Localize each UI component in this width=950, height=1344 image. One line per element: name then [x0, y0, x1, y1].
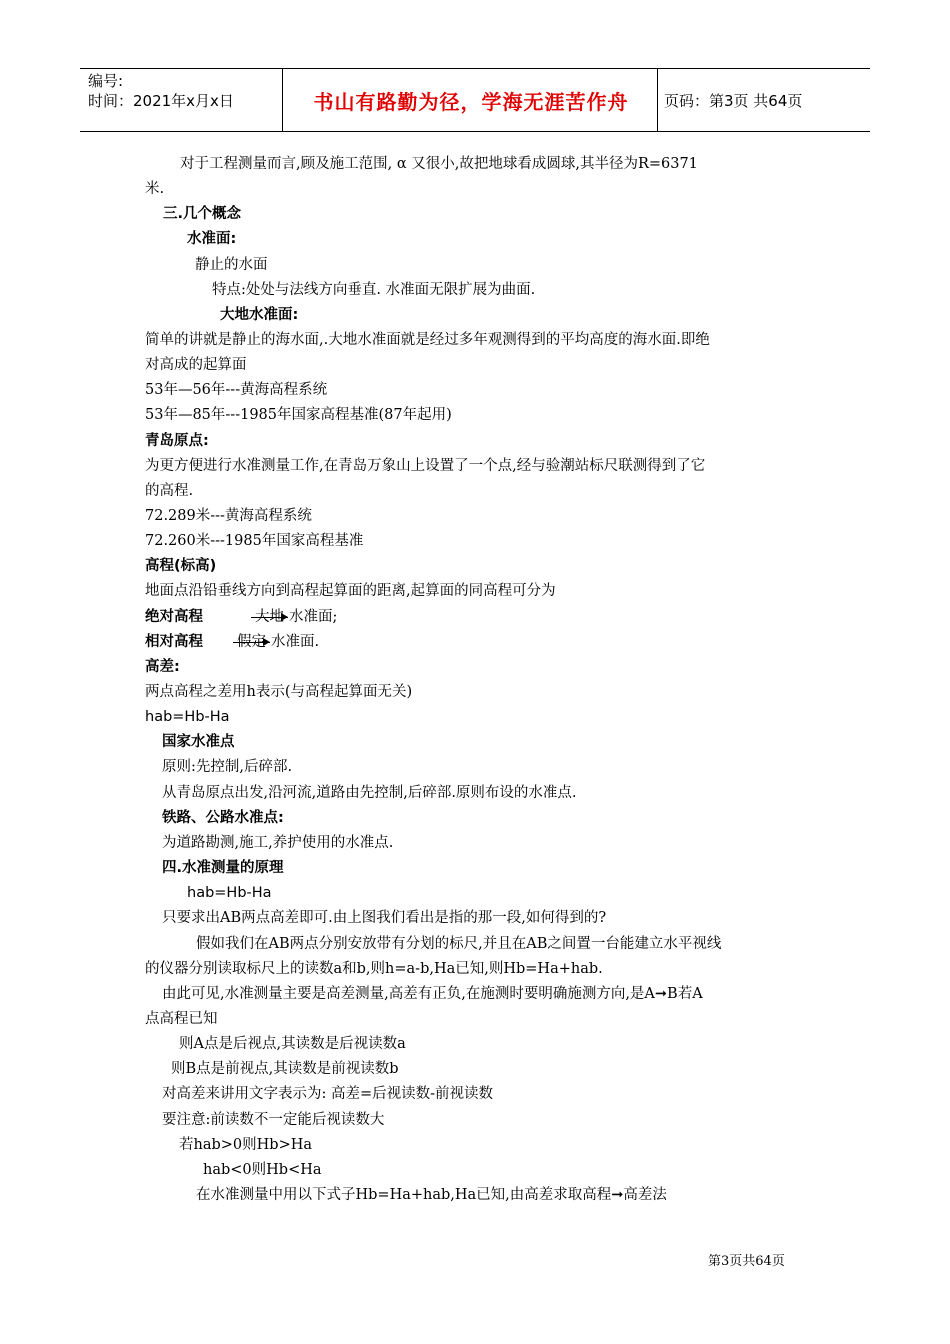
body-paragraph: 则B点是前视点,其读数是前视读数b	[171, 1061, 399, 1077]
document-number-label: 编号:	[88, 72, 124, 90]
formula: hab=Hb-Ha	[145, 709, 230, 725]
formula: 若hab>0则Hb>Ha	[179, 1137, 313, 1153]
body-paragraph: 72.289米---黄海高程系统	[145, 508, 312, 524]
body-paragraph: 72.260米---1985年国家高程基准	[145, 533, 364, 549]
header-divider	[282, 69, 283, 131]
header-meta	[88, 71, 234, 111]
body-paragraph: 要注意:前读数不一定能后视读数大	[162, 1112, 385, 1128]
body-paragraph: 则A点是后视点,其读数是后视读数a	[179, 1036, 406, 1052]
body-paragraph: 53年—85年---1985年国家高程基准(87年起用)	[145, 407, 452, 423]
body-paragraph: 简单的讲就是静止的海水面,.大地水准面就是经过多年观测得到的平均高度的海水面.即绝	[145, 332, 710, 348]
body-paragraph: 对高成的起算面	[145, 357, 247, 373]
definition-row	[145, 633, 319, 651]
subsection-heading: 水准面:	[187, 231, 237, 247]
formula: hab=Hb-Ha	[187, 885, 272, 901]
body-paragraph: 米.	[145, 181, 165, 197]
body-paragraph: 为更方便进行水准测量工作,在青岛万象山上设置了一个点,经与验潮站标尺联测得到了它	[145, 458, 706, 474]
definition-text: 水准面.	[271, 634, 320, 650]
section-heading: 三.几个概念	[163, 206, 242, 222]
header-page-number: 页码：第3页 共64页	[664, 91, 803, 110]
body-paragraph: 只要求出AB两点高差即可.由上图我们看出是指的那一段,如何得到的?	[162, 910, 607, 926]
section-heading: 四.水准测量的原理	[162, 860, 284, 876]
subsection-heading: 国家水准点	[162, 734, 235, 750]
subsection-heading: 高程(标高)	[145, 558, 217, 574]
body-paragraph: 原则:先控制,后碎部.	[162, 759, 293, 775]
body-paragraph: 53年—56年---黄海高程系统	[145, 382, 328, 398]
subsection-heading: 青岛原点:	[145, 433, 209, 449]
formula: hab<0则Hb<Ha	[203, 1162, 322, 1178]
body-paragraph: 为道路勘测,施工,养护使用的水准点.	[162, 835, 394, 851]
body-paragraph: 地面点沿铅垂线方向到高程起算面的距离,起算面的同高程可分为	[145, 583, 556, 599]
struck-text: 假定	[237, 634, 266, 650]
subsection-heading: 大地水准面:	[220, 307, 299, 323]
document-date-label: 时间：2021年x月x日	[88, 92, 234, 110]
body-paragraph: 两点高程之差用h表示(与高程起算面无关)	[145, 684, 413, 700]
page-header	[80, 68, 870, 132]
struck-text: 大地	[255, 609, 284, 625]
header-motto: 书山有路勤为径，学海无涯苦作舟	[313, 89, 629, 114]
body-paragraph: 在水准测量中用以下式子Hb=Ha+hab,Ha已知,由高差求取高程➞高差法	[196, 1187, 667, 1203]
body-paragraph: 对于工程测量而言,顾及施工范围, α 又很小,故把地球看成圆球,其半径为R=6371	[180, 156, 698, 172]
page-footer: 第3页共64页	[708, 1254, 785, 1269]
body-paragraph: 特点:处处与法线方向垂直. 水准面无限扩展为曲面.	[212, 282, 536, 298]
body-paragraph: 静止的水面	[195, 257, 268, 273]
definition-row	[145, 608, 337, 626]
term-label: 相对高程	[145, 634, 203, 650]
subsection-heading: 高差:	[145, 659, 180, 675]
header-divider	[657, 69, 658, 131]
body-paragraph: 从青岛原点出发,沿河流,道路由先控制,后碎部.原则布设的水准点.	[162, 785, 577, 801]
body-paragraph: 由此可见,水准测量主要是高差测量,高差有正负,在施测时要明确施测方向,是A➞B若A	[162, 986, 703, 1002]
body-paragraph: 的高程.	[145, 483, 194, 499]
subsection-heading: 铁路、公路水准点:	[162, 810, 284, 826]
body-paragraph: 假如我们在AB两点分别安放带有分划的标尺,并且在AB之间置一台能建立水平视线	[196, 936, 722, 952]
body-paragraph: 点高程已知	[145, 1011, 218, 1027]
term-label: 绝对高程	[145, 609, 203, 625]
body-paragraph: 的仪器分别读取标尺上的读数a和b,则h=a-b,Ha已知,则Hb=Ha+hab.	[145, 961, 603, 977]
body-paragraph: 对高差来讲用文字表示为: 高差=后视读数-前视读数	[162, 1086, 494, 1102]
definition-text: 水准面;	[289, 609, 338, 625]
